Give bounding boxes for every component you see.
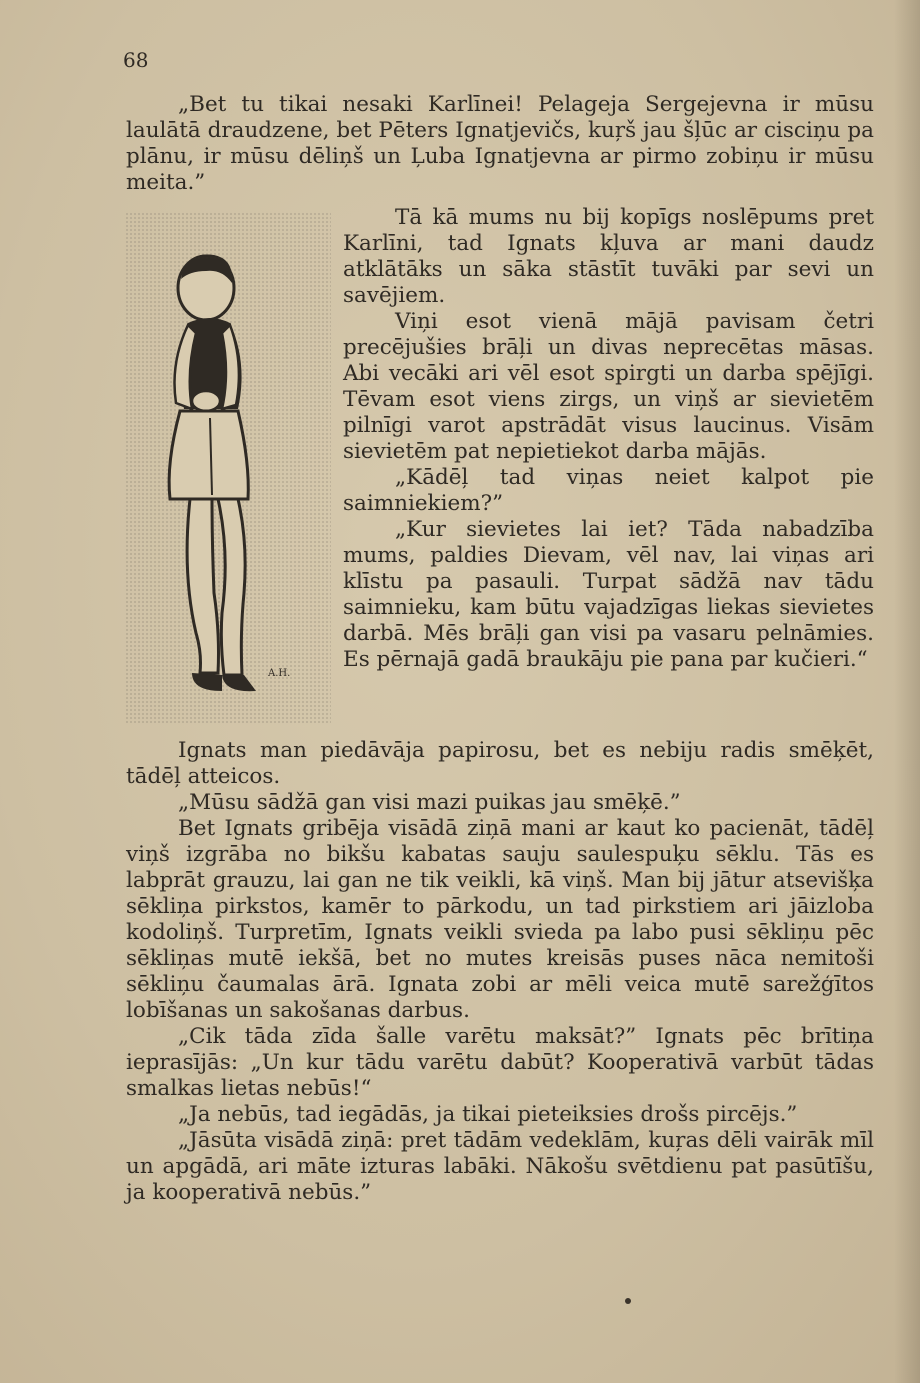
paragraph: Ignats man piedāvāja papirosu, bet es nebiju radis smēķēt, tādēļ atteicos. <box>126 738 874 789</box>
boy-illustration <box>126 213 331 723</box>
page-edge-shadow <box>894 0 920 1383</box>
paragraph: „Cik tāda zīda šalle varētu maksāt?” Ignats pēc brītiņa ieprasījās: „Un kur tādu varētu dabūt? Kooperativā varbūt tādas smalkas lietas nebūs!“ <box>126 1024 874 1101</box>
ink-speck <box>625 1298 631 1304</box>
paragraph: „Jāsūta visādā ziņā: pret tādām vedeklām, kuŗas dēli vairāk mīl un apgādā, ari māte izturas labāki. Nākošu svētdienu pat pasūtīšu, ja kooperativā nebūs.” <box>126 1128 874 1205</box>
paragraph: „Ja nebūs, tad iegādās, ja tikai pieteiksies drošs pircējs.” <box>178 1102 798 1127</box>
illustration-initials: A.H. <box>268 668 291 679</box>
paragraph: „Kādēļ tad viņas neiet kalpot pie saimniekiem?” <box>343 465 874 516</box>
paragraph: „Kur sievietes lai iet? Tāda nabadzība mums, paldies Dievam, vēl nav, lai viņas ari klīstu pa pasauli. Turpat sādžā nav tādu saimnieku, kam būtu vajadzīgas liekas sievietes darbā. Mēs brāļi gan visi pa vasaru pelnāmies. Es pērnajā gadā braukāju pie pana par kučieri.“ <box>343 517 874 672</box>
paragraph: „Bet tu tikai nesaki Karlīnei! Pelageja Sergejevna ir mūsu laulātā draudzene, bet Pēters Ignatjevičs, kuŗš jau šļūc ar cisciņu pa plānu, ir mūsu dēliņš un Ļuba Ignatjevna ar pirmo zobiņu ir mūsu meita.” <box>126 92 874 195</box>
paragraph: Viņi esot vienā mājā pavisam četri precējušies brāļi un divas neprecētas māsas. Abi vecāki ari vēl esot spirgti un darba spējīgi. Tēvam esot viens zirgs, un viņš ar sievietēm pilnīgi varot apstrādāt visus laucinus. Visām sievietēm pat nepietiekot darba mājās. <box>343 309 874 464</box>
paragraph: Bet Ignats gribēja visādā ziņā mani ar kaut ko pacienāt, tādēļ viņš izgrāba no bikšu kabatas sauju saulespuķu sēklu. Tās es labprāt grauzu, lai gan ne tik veikli, kā viņš. Man bij jātur atsevišķa sēkliņa pirkstos, kamēr to pārkodu, un tad pirkstiem ari jāizloba kodoliņš. Turpretīm, Ignats veikli svieda pa labo pusi sēkliņu pēc sēkliņas mutē iekšā, bet no mutes kreisās puses nāca nemitoši sēkliņu čaumalas ārā. Ignata zobi ar mēli veica mutē sarežģītos lobīšanas un sakošanas darbus. <box>126 816 874 1023</box>
text-block-side <box>343 205 874 673</box>
paragraph: Tā kā mums nu bij kopīgs noslēpums pret Karlīni, tad Ignats kļuva ar mani daudz atklātāks un sāka stāstīt tuvāki par sevi un savējiem. <box>343 205 874 308</box>
text-block-bottom <box>126 738 874 1206</box>
page-number: 68 <box>123 48 149 72</box>
text-block-top <box>126 92 874 196</box>
paragraph: „Mūsu sādžā gan visi mazi puikas jau smēķē.” <box>178 790 681 815</box>
